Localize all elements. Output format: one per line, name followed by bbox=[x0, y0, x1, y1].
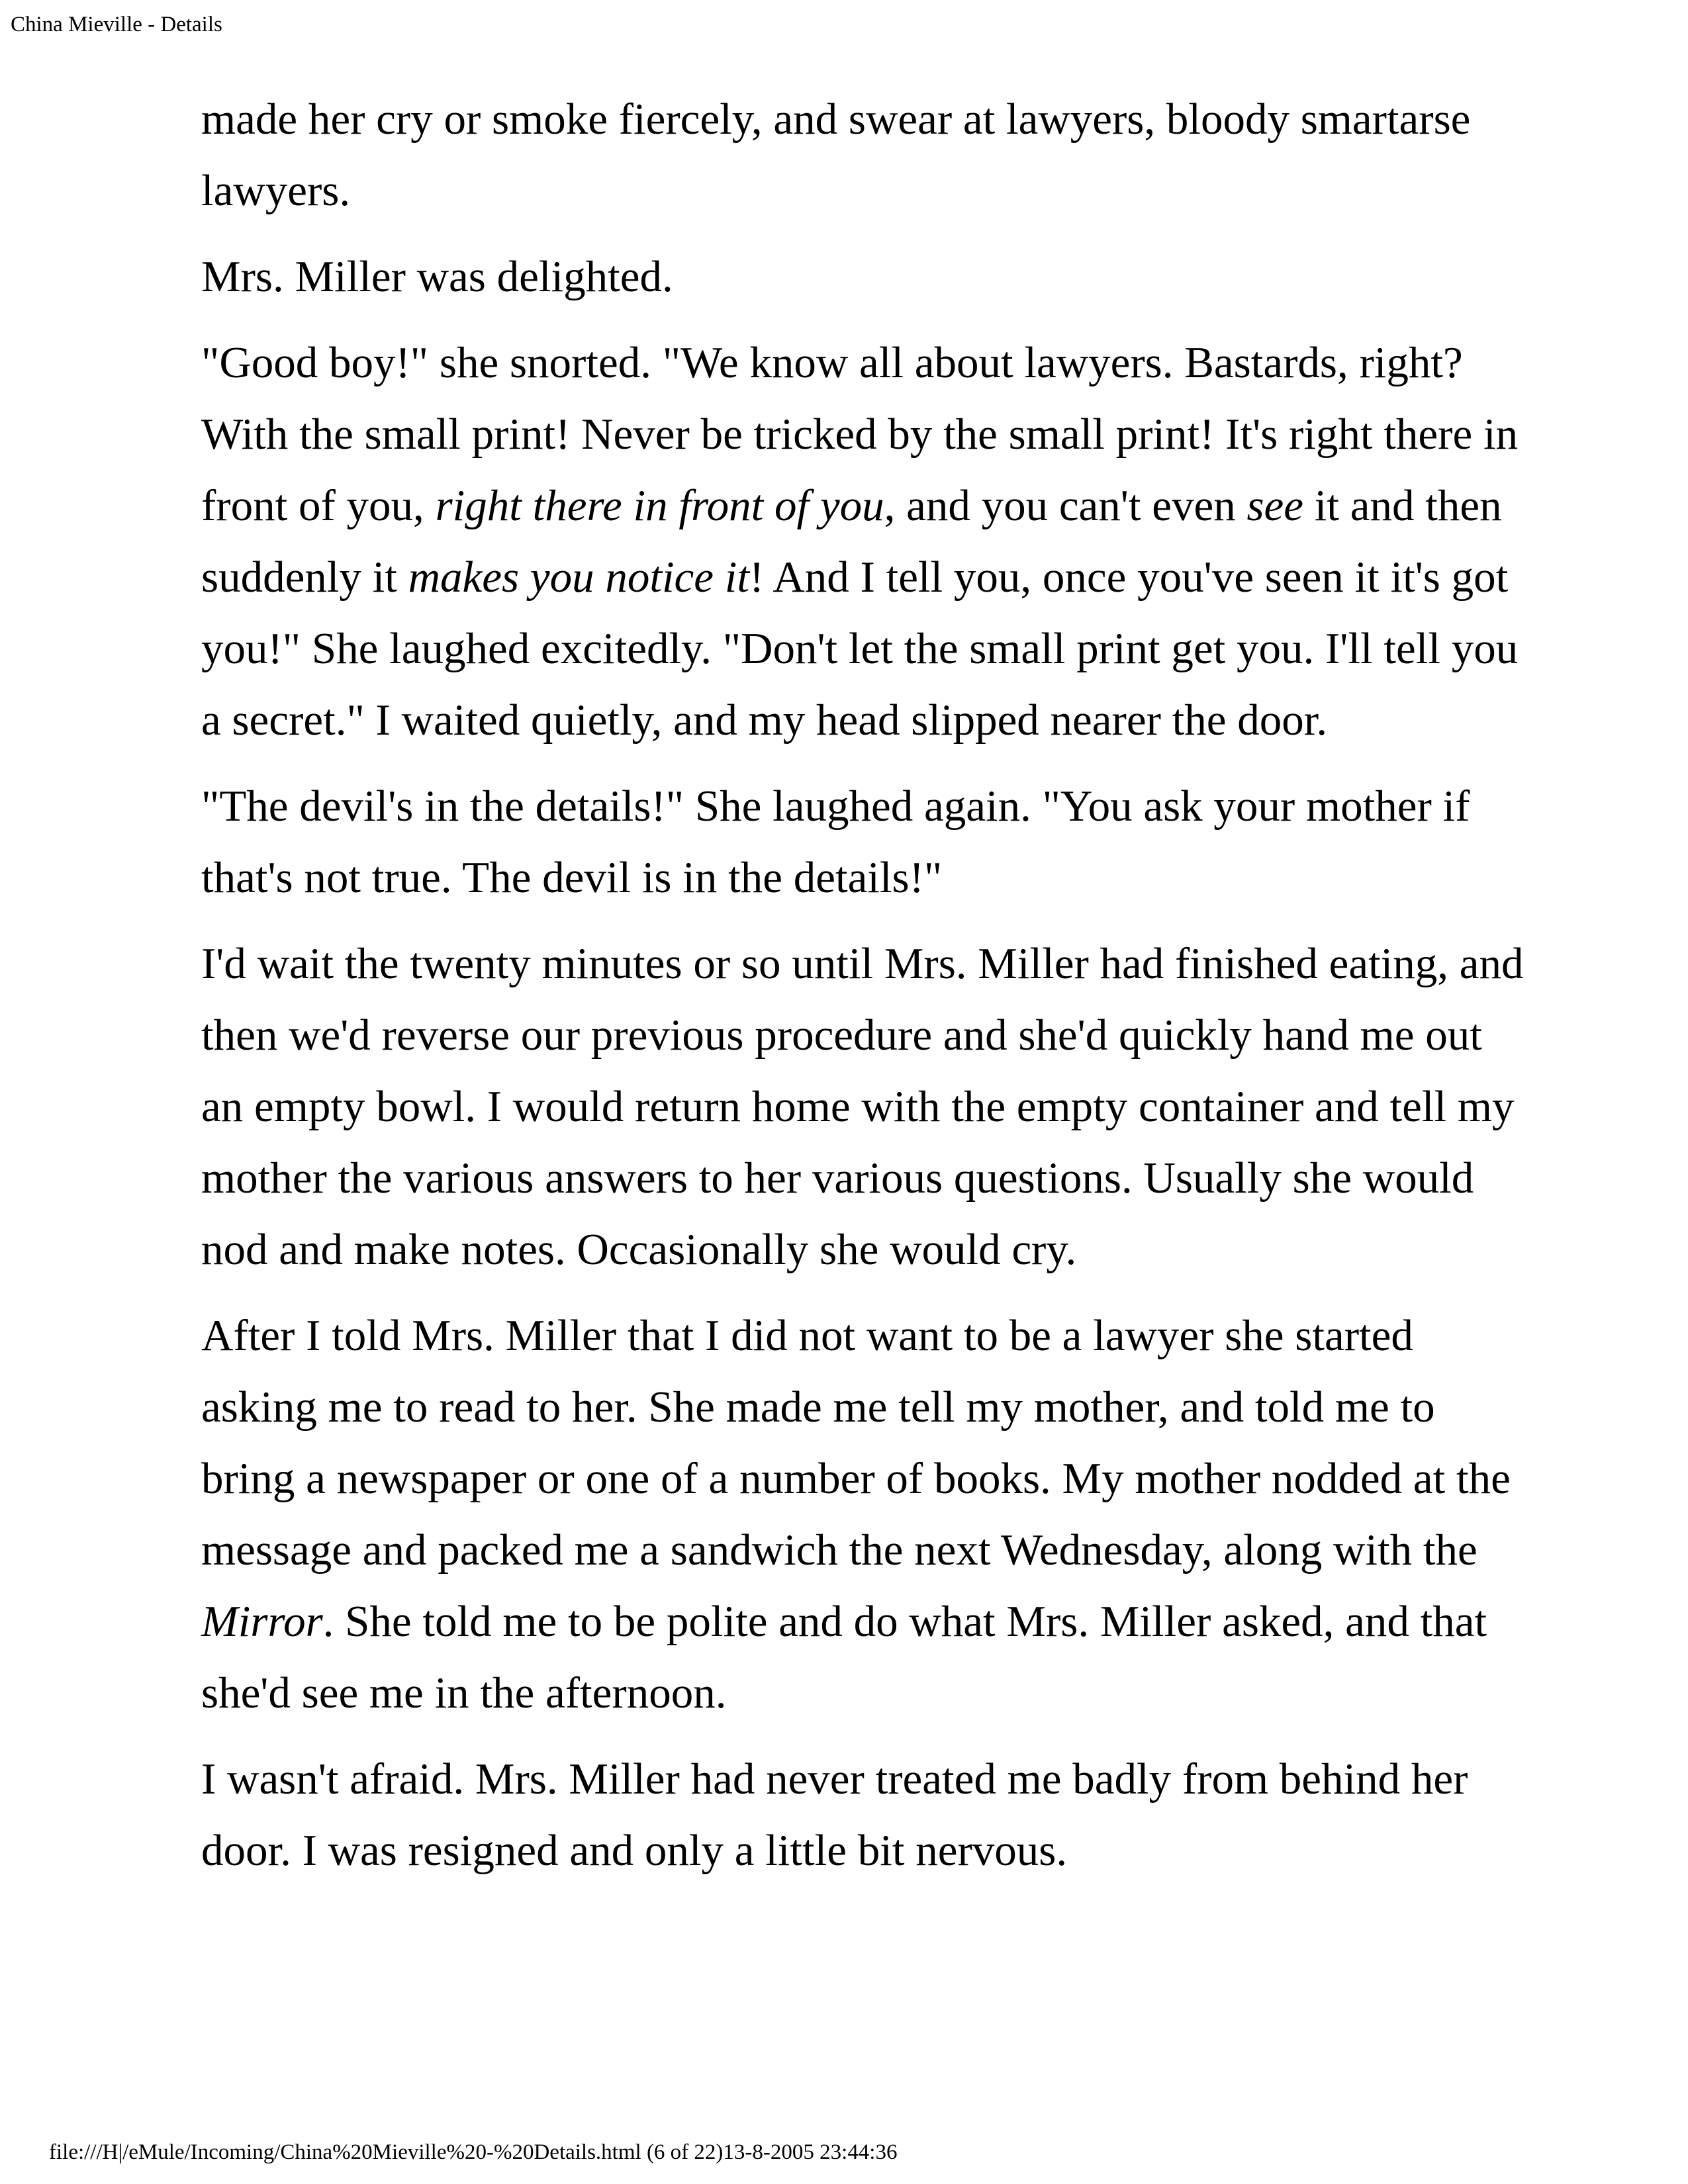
text-run: After I told Mrs. Miller that I did not want to be a lawyer she started asking me to read to her. She made me tell my mother, and told me to bring a newspaper or one of a number of books. My mother nodded at the message and packed me a sandwich the next Wednesday, along with the bbox=[201, 1311, 1511, 1574]
text-run: . She told me to be polite and do what Mrs. Miller asked, and that she'd see me in the afternoon. bbox=[201, 1597, 1487, 1717]
paragraph-4 bbox=[201, 770, 1532, 913]
italic-run: makes you notice it bbox=[408, 553, 750, 602]
paragraph-6 bbox=[201, 1300, 1532, 1729]
text-run: made her cry or smoke fiercely, and swear at lawyers, bloody smartarse lawyers. bbox=[201, 95, 1471, 215]
italic-run: see bbox=[1246, 481, 1304, 530]
story-text bbox=[201, 83, 1532, 1901]
text-run: I wasn't afraid. Mrs. Miller had never treated me badly from behind her door. I was resigned and only a little bit nervous. bbox=[201, 1754, 1468, 1875]
text-run: I'd wait the twenty minutes or so until Mrs. Miller had finished eating, and then we'd reverse our previous procedure and she'd quickly hand me out an empty bowl. I would return home with the empty container and tell my mother the various answers to her various questions. Usually she would nod and make notes. Occasionally she would cry. bbox=[201, 939, 1524, 1274]
text-run: Mrs. Miller was delighted. bbox=[201, 252, 673, 301]
text-run: , and you can't even bbox=[884, 481, 1247, 530]
italic-run: Mirror bbox=[201, 1597, 323, 1646]
text-run: "Good boy!" she snorted. "We know all about lawyers. Bastards, right? With the small print! Never be tricked by the small print! It's right there in front of you, bbox=[201, 338, 1519, 530]
paragraph-7 bbox=[201, 1743, 1532, 1886]
italic-run: right there in front of you bbox=[435, 481, 884, 530]
paragraph-1 bbox=[201, 83, 1532, 226]
paragraph-2 bbox=[201, 241, 1532, 312]
page-footer-url: file:///H|/eMule/Incoming/China%20Mieville%20-%20Details.html (6 of 22)13-8-2005 23:44:36 bbox=[49, 2140, 898, 2164]
paragraph-3 bbox=[201, 327, 1532, 756]
page-header-title: China Mieville - Details bbox=[11, 13, 222, 36]
text-run: "The devil's in the details!" She laughed again. "You ask your mother if that's not true. The devil is in the details!" bbox=[201, 782, 1470, 902]
text-run: ! And I tell you, once you've seen it it's got you!" She laughed excitedly. "Don't let the small print get you. I'll tell you a secret." I waited quietly, and my head slipped nearer the door. bbox=[201, 553, 1519, 745]
text-run: it and then suddenly it bbox=[201, 481, 1502, 602]
paragraph-5 bbox=[201, 928, 1532, 1285]
